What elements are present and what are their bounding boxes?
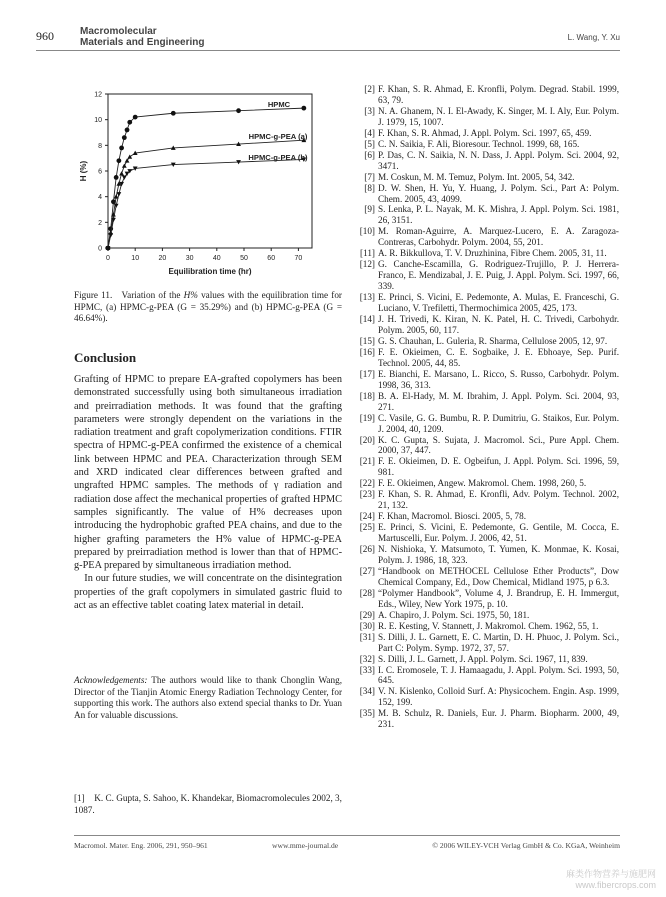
x-axis-label: Equilibration time (hr): [168, 267, 252, 276]
x-tick-label: 60: [267, 255, 276, 262]
reference-number: [2]: [364, 84, 375, 94]
reference-number: [12]: [359, 259, 375, 270]
data-point: [122, 175, 127, 179]
reference-number: [14]: [359, 314, 375, 325]
reference-item: [354, 632, 619, 654]
reference-item: [354, 610, 619, 621]
reference-text: C. Vasile, G. G. Bumbu, R. P. Dumitriu, G. Staikos, Eur. Polym. J. 2004, 40, 1209.: [378, 412, 619, 434]
reference-number: [9]: [364, 204, 375, 215]
y-tick-label: 8: [98, 142, 102, 150]
reference-number: [5]: [364, 138, 375, 149]
reference-item: [354, 456, 619, 478]
reference-number: [3]: [364, 105, 375, 116]
reference-item: [354, 544, 619, 566]
reference-number: [32]: [359, 653, 375, 664]
reference-number: [35]: [359, 708, 375, 719]
reference-item: [354, 248, 619, 259]
caption-h-symbol: H%: [183, 290, 198, 300]
reference-text: F. Khan, Macromol. Biosci. 2005, 5, 78.: [378, 511, 527, 522]
reference-number: [16]: [359, 346, 375, 357]
reference-number: [27]: [359, 565, 375, 576]
reference-item: [354, 391, 619, 413]
reference-number: [30]: [359, 620, 375, 631]
data-point: [119, 171, 124, 175]
data-point: [301, 106, 306, 111]
reference-item: [354, 204, 619, 226]
data-point: [127, 120, 132, 125]
x-tick-label: 10: [131, 255, 140, 262]
reference-item: [354, 106, 619, 128]
reference-text: E. Bianchi, E. Marsano, L. Ricco, S. Russo, Carbohydr. Polym. 1998, 36, 313.: [378, 368, 619, 390]
reference-number: [29]: [359, 609, 375, 620]
reference-item: [354, 84, 619, 106]
reference-text: K. C. Gupta, S. Sujata, J. Macromol. Sci., Pure Appl. Chem. 2000, 37, 447.: [378, 434, 619, 456]
reference-text: A. Chapiro, J. Polym. Sci. 1975, 50, 181.: [378, 609, 530, 620]
reference-item: [354, 566, 619, 588]
reference-text: K. C. Gupta, S. Sahoo, K. Khandekar, Biomacromolecules 2002, 3, 1087.: [74, 793, 342, 815]
reference-number: [4]: [364, 127, 375, 138]
reference-number: [25]: [359, 522, 375, 533]
reference-text: V. N. Kislenko, Colloid Surf. A: Physicochem. Engin. Asp. 1999, 152, 199.: [378, 686, 619, 708]
series-line: [108, 159, 304, 248]
reference-item: [354, 292, 619, 314]
y-tick-label: 12: [94, 91, 102, 99]
reference-item: [354, 588, 619, 610]
reference-text: F. E. Okieimen, D. E. Ogbeifun, J. Appl. Polym. Sci. 1996, 59, 981.: [378, 456, 619, 478]
x-tick-label: 30: [185, 255, 194, 262]
reference-item: [354, 347, 619, 369]
reference-text: F. Khan, S. R. Ahmad, E. Kronfli, Adv. Polym. Technol. 2002, 21, 132.: [378, 489, 619, 511]
x-tick-label: 20: [158, 255, 167, 262]
reference-item: [354, 686, 619, 708]
reference-number: [20]: [359, 434, 375, 445]
y-tick-label: 2: [98, 219, 102, 227]
series-label: HPMC: [267, 100, 291, 109]
reference-text: S. Dilli, J. L. Garnett, J. Appl. Polym. Sci. 1967, 11, 839.: [378, 653, 588, 664]
data-point: [125, 128, 130, 133]
reference-text: G. Canche-Escamilla, G. Rodriguez-Trujillo, P. J. Herrera-Franco, E. Mendizabal, J. E. Puig, J. Appl. Polym. Sci. 1997, 66, 339.: [378, 259, 619, 292]
page-header: [36, 26, 620, 51]
series-label: HPMC-g-PEA (b): [248, 153, 308, 162]
journal-name: [80, 26, 204, 48]
running-authors: L. Wang, Y. Xu: [567, 33, 620, 42]
reference-number: [11]: [360, 248, 375, 259]
reference-number: [1]: [74, 793, 85, 803]
reference-number: [7]: [364, 171, 375, 182]
data-point: [171, 111, 176, 116]
reference-number: [19]: [359, 412, 375, 423]
watermark: [566, 869, 656, 891]
reference-item: [354, 522, 619, 544]
reference-item: [354, 665, 619, 687]
caption-text: values with the equilibration time for HPMC, (a) HPMC-g-PEA (G = 35.29%) and (b) HPMC-g-PEA (G = 46.64%).: [74, 290, 342, 324]
reference-text: P. Das, C. N. Saikia, N. N. Dass, J. Appl. Polym. Sci. 2004, 92, 3471.: [378, 149, 619, 171]
reference-text: E. Princi, S. Vicini, E. Pedemonte, A. Mulas, E. Franceschi, G. Luciano, V. Trefiletti, Thermochimica 2005, 425, 173.: [378, 292, 619, 314]
y-tick-label: 0: [98, 245, 102, 253]
reference-text: F. E. Okieimen, Angew. Makromol. Chem. 1998, 260, 5.: [378, 478, 587, 489]
data-point: [119, 146, 124, 151]
reference-number: [31]: [359, 631, 375, 642]
reference-number: [34]: [359, 686, 375, 697]
reference-text: J. H. Trivedi, K. Kiran, N. K. Patel, H. C. Trivedi, Carbohydr. Polym. 2005, 60, 117.: [378, 314, 619, 335]
reference-text: I. C. Eromosele, T. J. Hamaagadu, J. Appl. Polym. Sci. 1993, 50, 645.: [378, 664, 619, 686]
footer-copyright: © 2006 WILEY-VCH Verlag GmbH & Co. KGaA, Weinheim: [432, 841, 620, 850]
footer-citation: Macromol. Mater. Eng. 2006, 291, 950–961: [74, 841, 208, 850]
page-number: 960: [36, 29, 54, 43]
reference-text: B. A. El-Hady, M. M. Ibrahim, J. Appl. Polym. Sci. 2004, 93, 271.: [378, 390, 619, 412]
page-footer: [74, 835, 620, 852]
y-tick-label: 6: [98, 168, 102, 176]
reference-text: F. E. Okieimen, C. E. Sogbaike, J. E. Ebhoaye, Sep. Purif. Technol. 2005, 44, 85.: [378, 346, 619, 368]
reference-text: “Handbook on METHOCEL Cellulose Ether Products”, Dow Chemical Company, Ed., Dow Chemical, Midland 1975, p 6.3.: [378, 565, 619, 587]
reference-number: [24]: [359, 511, 375, 522]
conclusion-body: [74, 373, 342, 612]
reference-item: [354, 314, 619, 336]
reference-number: [10]: [359, 226, 375, 237]
data-point: [116, 158, 121, 163]
footer-website: www.mme-journal.de: [272, 841, 339, 850]
section-heading-conclusion: Conclusion: [74, 350, 137, 365]
data-point: [116, 192, 121, 196]
reference-number: [8]: [364, 182, 375, 193]
reference-item: [354, 489, 619, 511]
reference-item: [354, 336, 619, 347]
h-percent-chart: [72, 88, 340, 283]
reference-item: [354, 139, 619, 150]
reference-item: [354, 478, 619, 489]
reference-number: [26]: [359, 544, 375, 555]
data-point: [236, 108, 241, 113]
reference-item: [354, 511, 619, 522]
data-point: [127, 154, 132, 158]
reference-number: [18]: [359, 390, 375, 401]
x-tick-label: 70: [294, 255, 303, 262]
y-axis-label: H (%): [79, 160, 88, 182]
reference-item: [354, 621, 619, 632]
x-tick-label: 40: [212, 255, 221, 262]
acknowledgements: [74, 675, 342, 722]
reference-item: [354, 708, 619, 730]
journal-name-line1: Macromolecular: [80, 26, 157, 37]
journal-name-line2: Materials and Engineering: [80, 37, 205, 48]
reference-item: [354, 183, 619, 205]
reference-number: [13]: [359, 292, 375, 303]
reference-item: [354, 150, 619, 172]
reference-number: [15]: [359, 335, 375, 346]
reference-number: [23]: [359, 489, 375, 500]
caption-lead: Figure 11. Variation of the: [74, 290, 184, 300]
reference-item: [354, 413, 619, 435]
y-tick-label: 4: [98, 194, 102, 202]
reference-text: D. W. Shen, H. Yu, Y. Huang, J. Polym. Sci., Part A: Polym. Chem. 2005, 43, 4099.: [378, 182, 619, 204]
reference-number: [28]: [359, 587, 375, 598]
watermark-line1: 麻类作物营养与施肥网: [565, 869, 656, 879]
reference-number: [6]: [364, 149, 375, 160]
reference-text: C. N. Saikia, F. Ali, Bioresour. Technol. 1999, 68, 165.: [378, 138, 580, 149]
reference-text: N. Nishioka, Y. Matsumoto, T. Yumen, K. Monmae, K. Kosai, Polym. J. 1986, 18, 323.: [378, 544, 619, 565]
reference-text: S. Lenka, P. L. Nayak, M. K. Mishra, J. Appl. Polym. Sci. 1981, 26, 3151.: [378, 204, 619, 226]
series-line: [108, 108, 304, 248]
reference-item: [354, 654, 619, 665]
reference-number: [22]: [359, 478, 375, 489]
data-point: [108, 233, 113, 237]
reference-number: [21]: [359, 456, 375, 467]
reference-number: [17]: [359, 368, 375, 379]
reference-text: F. Khan, S. R. Ahmad, J. Appl. Polym. Sci. 1997, 65, 459.: [378, 127, 592, 138]
figure-11: [72, 88, 340, 283]
x-tick-label: 50: [240, 255, 248, 262]
reference-text: M. Roman-Aguirre, A. Marquez-Lucero, E. A. Zaragoza-Contreras, Carbohydr. Polym. 2004, 55, 201.: [378, 226, 619, 248]
reference-item: [354, 259, 619, 292]
reference-item: [354, 128, 619, 139]
reference-text: E. Princi, S. Vicini, E. Pedemonte, G. Gentile, M. Cocca, E. Martuscelli, Eur. Polym. J. 2006, 42, 51.: [378, 522, 619, 544]
acknowledgements-text: The authors would like to thank Chonglin Wang, Director of the Tianjin Atomic Energy Radiation Technology Center, for supporting this work. The authors also extend special thanks to Dr. Yuan An for valuable discussions.: [74, 675, 342, 721]
watermark-line2: www.fibercrops.com: [575, 880, 656, 890]
reference-item: [354, 435, 619, 457]
figure-caption: [74, 290, 342, 325]
conclusion-paragraph-1: Grafting of HPMC to prepare EA-grafted copolymers has been demonstrated successfully using both simultaneous irradiation and preirradiation methods. It was found that the grafting parameters were strongly dependent on the variations in the radiation treatment and graft copolymerization conditions. FTIR spectra of HPMC-g-PEA confirmed the existence of a chemical link between HPMC and PEA. Characterization through SEM and XRD indicated clear differences between grafted and ungrafted HPMC samples. The methods of γ radiation and radiation dose affect the mechanical properties of grafted HPMC samples significantly. The value of H% decreases upon introducing the hydrophobic grafted PEA chains, and due to the higher grafting parameters the H% value of HPMC-g-PEA prepared by preirradiation method is lower than that of HPMC-g-PEA prepared by simultaneous irradiation method.: [74, 374, 342, 572]
x-tick-label: 0: [106, 255, 110, 262]
reference-text: M. Coskun, M. M. Temuz, Polym. Int. 2005, 54, 342.: [378, 171, 575, 182]
reference-item: [354, 172, 619, 183]
data-point: [133, 115, 138, 120]
reference-1: [74, 793, 342, 816]
acknowledgements-label: Acknowledgements:: [74, 675, 148, 685]
y-tick-label: 10: [94, 117, 102, 125]
reference-number: [33]: [359, 664, 375, 675]
reference-item: [354, 226, 619, 248]
reference-list: [354, 84, 619, 730]
reference-text: F. Khan, S. R. Ahmad, E. Kronfli, Polym. Degrad. Stabil. 1999, 63, 79.: [378, 84, 619, 105]
reference-text: G. S. Chauhan, L. Guleria, R. Sharma, Cellulose 2005, 12, 97.: [378, 335, 608, 346]
data-point: [114, 175, 119, 180]
data-point: [122, 135, 127, 140]
reference-text: A. R. Bikkullova, T. V. Druzhinina, Fibre Chem. 2005, 31, 11.: [378, 248, 607, 259]
reference-item: [354, 369, 619, 391]
data-point: [122, 163, 127, 167]
reference-text: R. E. Kesting, V. Stannett, J. Makromol. Chem. 1962, 55, 1.: [378, 620, 599, 631]
conclusion-paragraph-2: In our future studies, we will concentrate on the disintegration properties of the graft copolymers in simulated gastric fluid to act as an effective tablet coating latex material in detail.: [74, 573, 342, 612]
reference-text: N. A. Ghanem, N. I. El-Awady, K. Singer, M. I. Aly, Eur. Polym. J. 1979, 15, 1007.: [378, 105, 619, 127]
reference-text: “Polymer Handbook”, Volume 4, J. Brandrup, E. H. Immergut, Eds., Wiley, New York 1975, p. 10.: [378, 587, 619, 609]
reference-text: S. Dilli, J. L. Garnett, E. C. Martin, D. H. Phuoc, J. Polym. Sci., Part C: Polym. Symp. 1972, 37, 57.: [378, 631, 619, 653]
series-label: HPMC-g-PEA (a): [248, 132, 308, 141]
reference-text: M. B. Schulz, R. Daniels, Eur. J. Pharm. Biopharm. 2000, 49, 231.: [378, 708, 619, 730]
